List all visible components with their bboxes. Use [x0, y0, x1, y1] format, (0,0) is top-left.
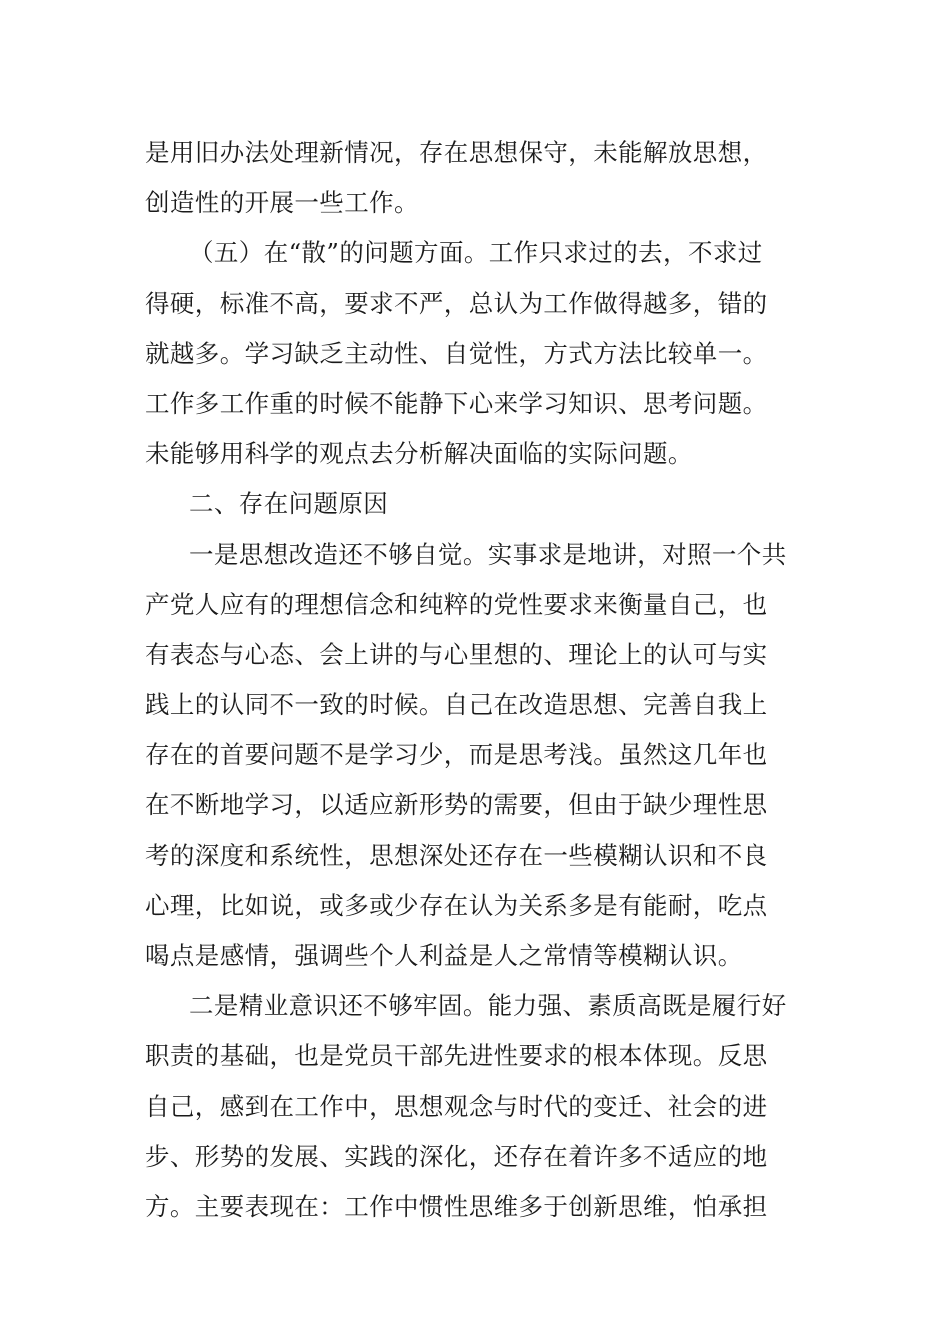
text-line: 心理，比如说，或多或少存在认为关系多是有能耐，吃点 [145, 890, 768, 920]
paragraph-start-line: （五）在“散”的问题方面。工作只求过的去，不求过 [189, 238, 763, 268]
text-line: 未能够用科学的观点去分析解决面临的实际问题。 [145, 439, 693, 469]
text-line: 步、形势的发展、实践的深化，还存在着许多不适应的地 [145, 1141, 768, 1171]
text-line: 是用旧办法处理新情况，存在思想保守，未能解放思想， [145, 138, 768, 167]
section-heading: 二、存在问题原因 [189, 489, 389, 519]
paragraph-start-line: 一是思想改造还不够自觉。实事求是地讲，对照一个共 [189, 539, 787, 569]
text-line: 喝点是感情，强调些个人利益是人之常情等模糊认识。 [145, 941, 743, 970]
text-line: 就越多。学习缺乏主动性、自觉性，方式方法比较单一。 [145, 338, 768, 368]
text-line: 得硬，标准不高，要求不严，总认为工作做得越多，错的 [145, 288, 768, 318]
text-line: 方。主要表现在：工作中惯性思维多于创新思维，怕承担 [145, 1191, 768, 1221]
text-line: 存在的首要问题不是学习少，而是思考浅。虽然这几年也 [145, 740, 768, 770]
text-line: 产党人应有的理想信念和纯粹的党性要求来衡量自己，也 [145, 589, 768, 619]
paragraph-start-line: 二是精业意识还不够牢固。能力强、素质高既是履行好 [189, 991, 787, 1021]
document-body [145, 128, 809, 1232]
text-line: 践上的认同不一致的时候。自己在改造思想、完善自我上 [145, 690, 768, 720]
text-line: 创造性的开展一些工作。 [145, 188, 419, 218]
text-line: 自己，感到在工作中，思想观念与时代的变迁、社会的进 [145, 1091, 768, 1121]
text-line: 在不断地学习，以适应新形势的需要，但由于缺少理性思 [145, 790, 768, 820]
text-line: 职责的基础，也是党员干部先进性要求的根本体现。反思 [145, 1041, 768, 1071]
text-line: 有表态与心态、会上讲的与心里想的、理论上的认可与实 [145, 639, 768, 669]
text-line: 工作多工作重的时候不能静下心来学习知识、思考问题。 [145, 388, 768, 418]
text-line: 考的深度和系统性，思想深处还存在一些模糊认识和不良 [145, 840, 768, 870]
